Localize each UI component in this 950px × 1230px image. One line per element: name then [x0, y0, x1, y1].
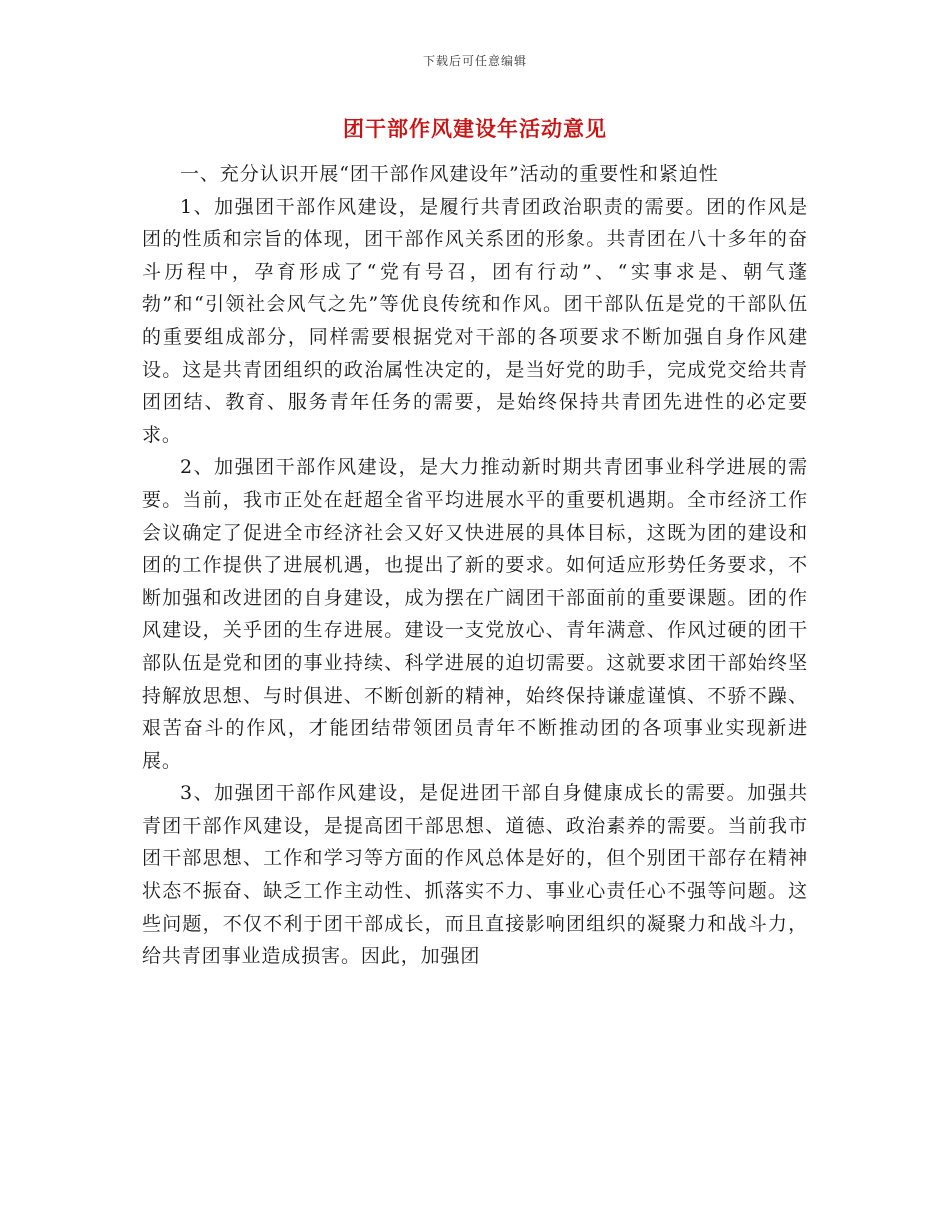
paragraph-1: 1、加强团干部作风建设，是履行共青团政治职责的需要。团的作风是团的性质和宗旨的体现，团干部作风关系团的形象。共青团在八十多年的奋斗历程中，孕育形成了“党有号召，团有行动”、“实事求是、朝气蓬勃”和“引领社会风气之先”等优良传统和作风。团干部队伍是党的干部队伍的重要组成部分，同样需要根据党对干部的各项要求不断加强自身作风建设。这是共青团组织的政治属性决定的，是当好党的助手，完成党交给共青团团结、教育、服务青年任务的需要，是始终保持共青团先进性的必定要求。 [142, 195, 808, 446]
document-title: 团干部作风建设年活动意见 [343, 117, 607, 141]
paragraph-3: 3、加强团干部作风建设，是促进团干部自身健康成长的需要。加强共青团干部作风建设，是提高团干部思想、道德、政治素养的需要。当前我市团干部思想、工作和学习等方面的作风总体是好的，但个别团干部存在精神状态不振奋、缺乏工作主动性、抓落实不力、事业心责任心不强等问题。这些问题，不仅不利于团干部成长，而且直接影响团组织的凝聚力和战斗力，给共青团事业造成损害。因此，加强团 [142, 782, 808, 968]
section-heading: 一、充分认识开展“团干部作风建设年”活动的重要性和紧迫性 [180, 163, 719, 185]
page-header-note: 下载后可任意编辑 [422, 54, 527, 68]
document-body [142, 158, 808, 973]
paragraph-2: 2、加强团干部作风建设，是大力推动新时期共青团事业科学进展的需要。当前，我市正处在赶超全省平均进展水平的重要机遇期。全市经济工作会议确定了促进全市经济社会又好又快进展的具体目标，这既为团的建设和团的工作提供了进展机遇，也提出了新的要求。如何适应形势任务要求，不断加强和改进团的自身建设，成为摆在广阔团干部面前的重要课题。团的作风建设，关乎团的生存进展。建设一支党放心、青年满意、作风过硬的团干部队伍是党和团的事业持续、科学进展的迫切需要。这就要求团干部始终坚持解放思想、与时俱进、不断创新的精神，始终保持谦虚谨慎、不骄不躁、艰苦奋斗的作风，才能团结带领团员青年不断推动团的各项事业实现新进展。 [142, 456, 808, 772]
